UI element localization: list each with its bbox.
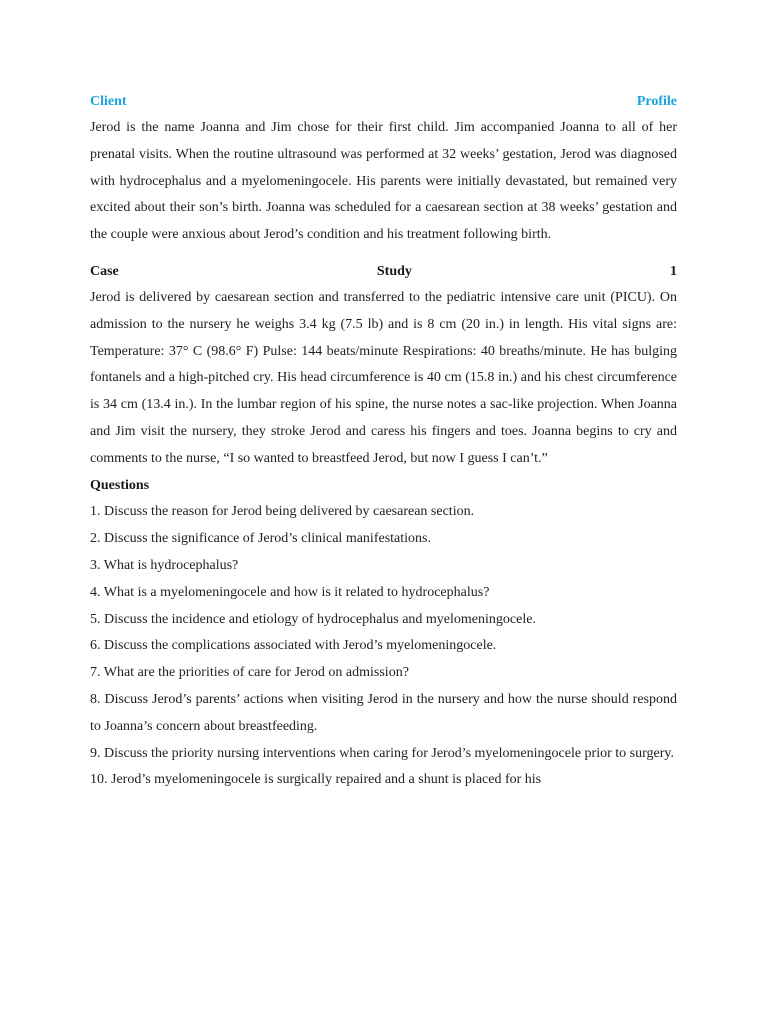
study-heading-word: Study <box>376 263 412 279</box>
question-item: 4. What is a myelomeningocele and how is it related to hydrocephalus? <box>90 584 490 600</box>
question-item: 5. Discuss the incidence and etiology of hydrocephalus and myelomeningocele. <box>90 611 536 627</box>
questions-heading: Questions <box>90 477 150 493</box>
question-item: 8. Discuss Jerod’s parents’ actions when visiting Jerod in the nursery and how the nurse should respond to Joanna’s concern about breastfeeding. <box>90 691 677 734</box>
question-item: 9. Discuss the priority nursing interventions when caring for Jerod’s myelomeningocele prior to surgery. <box>90 745 674 761</box>
client-profile-paragraph: Jerod is the name Joanna and Jim chose for their first child. Jim accompanied Joanna to all of her prenatal visits. When the routine ultrasound was performed at 32 weeks’ gestation, Jerod was diagnosed with hydrocephalus and a myelomeningocele. His parents were initially devastated, but remained very excited about their son’s birth. Joanna was scheduled for a caesarean section at 38 weeks’ gestation and the couple were anxious about Jerod’s condition and his treatment following birth. <box>90 120 677 243</box>
document-page <box>90 89 677 794</box>
question-item: 7. What are the priorities of care for Jerod on admission? <box>90 665 409 681</box>
case-number: 1 <box>670 263 677 279</box>
case-study-paragraph: Jerod is delivered by caesarean section and transferred to the pediatric intensive care unit (PICU). On admission to the nursery he weighs 3.4 kg (7.5 lb) and is 8 cm (20 in.) in length. His vital signs are: Temperature: 37° C (98.6° F) Pulse: 144 beats/minute Respirations: 40 breaths/minute. He has bulging fontanels and a high-pitched cry. His head circumference is 40 cm (15.8 in.) and his chest circumference is 34 cm (13.4 in.). In the lumbar region of his spine, the nurse notes a sac-like projection. When Joanna and Jim visit the nursery, they stroke Jerod and caress his fingers and toes. Joanna begins to cry and comments to the nurse, “I so wanted to breastfeed Jerod, but now I guess I can’t.” <box>90 289 677 466</box>
question-item: 1. Discuss the reason for Jerod being delivered by caesarean section. <box>90 504 475 520</box>
client-heading-word: Client <box>90 94 127 109</box>
question-item: 2. Discuss the significance of Jerod’s clinical manifestations. <box>90 531 431 547</box>
client-profile-heading <box>90 89 677 115</box>
case-heading-word: Case <box>90 263 119 279</box>
question-item: 10. Jerod’s myelomeningocele is surgically repaired and a shunt is placed for his <box>90 772 542 788</box>
profile-heading-word: Profile <box>636 94 677 109</box>
questions-list <box>90 499 677 794</box>
question-item: 3. What is hydrocephalus? <box>90 557 239 573</box>
case-study-heading <box>90 259 677 285</box>
question-item: 6. Discuss the complications associated with Jerod’s myelomeningocele. <box>90 638 497 654</box>
